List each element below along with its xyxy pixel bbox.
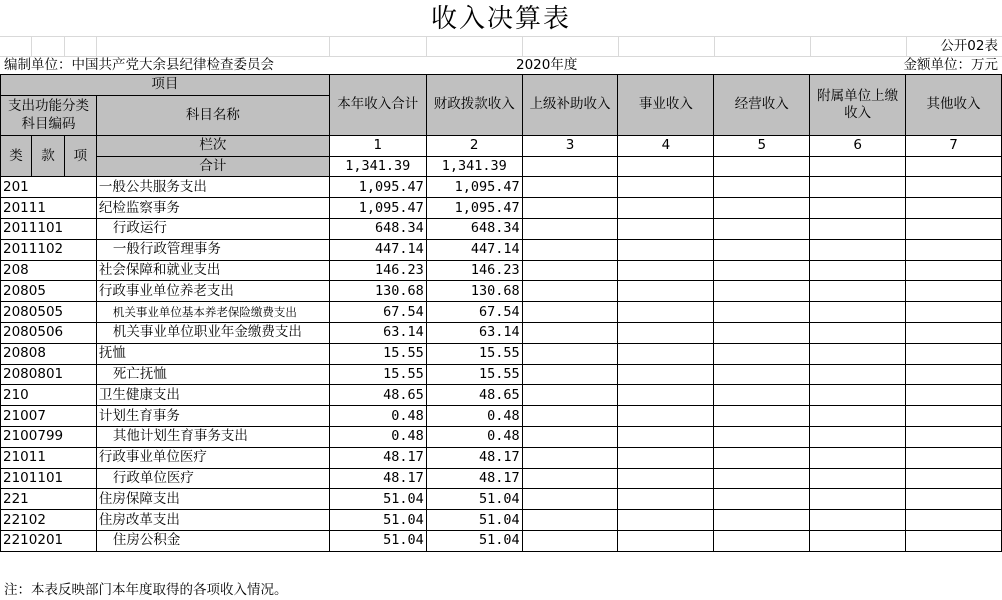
subject-name-cell[interactable]: 卫生健康支出 (96, 385, 329, 406)
other-income-cell[interactable] (906, 530, 1002, 551)
superior-subsidy-cell[interactable] (522, 218, 618, 239)
subject-code-cell[interactable]: 2011101 (1, 218, 97, 239)
page-title: 收入决算表 (430, 4, 571, 34)
superior-subsidy-cell[interactable] (522, 239, 618, 260)
other-income-cell[interactable] (906, 343, 1002, 364)
gridline (906, 36, 907, 56)
subject-name-cell[interactable]: 一般行政管理事务 (96, 239, 329, 260)
header-col-3: 上级补助收入 (522, 75, 618, 136)
subject-code-cell[interactable]: 2101101 (1, 468, 97, 489)
subject-name-cell[interactable]: 抚恤 (96, 343, 329, 364)
subject-name-cell[interactable]: 其他计划生育事务支出 (96, 426, 329, 447)
operating-income-cell[interactable] (714, 281, 810, 302)
table-row[interactable] (1, 260, 1002, 281)
affiliated-unit-cell[interactable] (810, 447, 906, 468)
fiscal-year: 2020年度 (516, 57, 578, 73)
table-cell[interactable] (906, 156, 1002, 177)
business-income-cell[interactable] (618, 426, 714, 447)
income-total-cell[interactable]: 0.48 (329, 426, 426, 447)
table-row[interactable] (1, 530, 1002, 551)
affiliated-unit-cell[interactable] (810, 198, 906, 219)
gridline (64, 36, 65, 56)
subject-code-cell[interactable]: 21007 (1, 406, 97, 427)
fiscal-allocation-cell[interactable]: 51.04 (426, 489, 522, 510)
header-col-1: 本年收入合计 (329, 75, 426, 136)
income-total-cell[interactable]: 1,095.47 (329, 198, 426, 219)
superior-subsidy-cell[interactable] (522, 468, 618, 489)
footnote: 注：本表反映部门本年度取得的各项收入情况。 (4, 582, 288, 598)
other-income-cell[interactable] (906, 510, 1002, 531)
header-lanci: 栏次 (96, 135, 329, 156)
operating-income-cell[interactable] (714, 385, 810, 406)
business-income-cell[interactable] (618, 322, 714, 343)
other-income-cell[interactable] (906, 260, 1002, 281)
business-income-cell[interactable] (618, 489, 714, 510)
total-c1[interactable]: 1,341.39 (329, 156, 426, 177)
superior-subsidy-cell[interactable] (522, 364, 618, 385)
table-row[interactable] (1, 364, 1002, 385)
affiliated-unit-cell[interactable] (810, 177, 906, 198)
gridline (522, 36, 523, 56)
fiscal-allocation-cell[interactable]: 51.04 (426, 530, 522, 551)
subject-code-cell[interactable]: 2011102 (1, 239, 97, 260)
gridline (714, 36, 715, 56)
income-total-cell[interactable]: 63.14 (329, 322, 426, 343)
subject-code-cell[interactable]: 201 (1, 177, 97, 198)
table-row[interactable] (1, 198, 1002, 219)
other-income-cell[interactable] (906, 468, 1002, 489)
fiscal-allocation-cell[interactable]: 63.14 (426, 322, 522, 343)
gridline (329, 36, 330, 56)
col-number-6: 6 (810, 135, 906, 156)
subject-name-cell[interactable]: 行政事业单位养老支出 (96, 281, 329, 302)
other-income-cell[interactable] (906, 385, 1002, 406)
reporting-unit: 编制单位：中国共产党大余县纪律检查委员会 (4, 57, 274, 73)
table-row[interactable] (1, 406, 1002, 427)
col-number-3: 3 (522, 135, 618, 156)
table-code: 公开02表 (940, 38, 998, 54)
business-income-cell[interactable] (618, 302, 714, 323)
superior-subsidy-cell[interactable] (522, 385, 618, 406)
other-income-cell[interactable] (906, 364, 1002, 385)
operating-income-cell[interactable] (714, 322, 810, 343)
fiscal-allocation-cell[interactable]: 1,095.47 (426, 198, 522, 219)
other-income-cell[interactable] (906, 218, 1002, 239)
business-income-cell[interactable] (618, 447, 714, 468)
subject-code-cell[interactable]: 21011 (1, 447, 97, 468)
gridline (96, 36, 97, 56)
gridline (426, 36, 427, 56)
operating-income-cell[interactable] (714, 447, 810, 468)
business-income-cell[interactable] (618, 281, 714, 302)
header-col-6: 附属单位上缴 收入 (810, 75, 906, 136)
affiliated-unit-cell[interactable] (810, 343, 906, 364)
income-total-cell[interactable]: 51.04 (329, 510, 426, 531)
amount-unit: 金额单位：万元 (903, 57, 998, 73)
gridline (31, 36, 32, 56)
operating-income-cell[interactable] (714, 260, 810, 281)
operating-income-cell[interactable] (714, 364, 810, 385)
subject-name-cell[interactable]: 住房改革支出 (96, 510, 329, 531)
business-income-cell[interactable] (618, 198, 714, 219)
table-row[interactable] (1, 302, 1002, 323)
affiliated-unit-cell[interactable] (810, 302, 906, 323)
affiliated-unit-cell[interactable] (810, 218, 906, 239)
table-row[interactable] (1, 489, 1002, 510)
affiliated-unit-cell[interactable] (810, 530, 906, 551)
superior-subsidy-cell[interactable] (522, 322, 618, 343)
other-income-cell[interactable] (906, 177, 1002, 198)
income-total-cell[interactable]: 48.17 (329, 447, 426, 468)
header-subject-name: 科目名称 (96, 95, 329, 135)
subject-name-cell[interactable]: 死亡抚恤 (96, 364, 329, 385)
subject-name-cell[interactable]: 纪检监察事务 (96, 198, 329, 219)
business-income-cell[interactable] (618, 364, 714, 385)
income-total-cell[interactable]: 67.54 (329, 302, 426, 323)
superior-subsidy-cell[interactable] (522, 426, 618, 447)
income-total-cell[interactable]: 15.55 (329, 364, 426, 385)
subject-code-cell[interactable]: 2100799 (1, 426, 97, 447)
superior-subsidy-cell[interactable] (522, 281, 618, 302)
business-income-cell[interactable] (618, 218, 714, 239)
subject-name-cell[interactable]: 行政单位医疗 (96, 468, 329, 489)
subject-name-cell[interactable]: 计划生育事务 (96, 406, 329, 427)
subject-code-cell[interactable]: 22102 (1, 510, 97, 531)
table-row[interactable] (1, 218, 1002, 239)
operating-income-cell[interactable] (714, 198, 810, 219)
col-number-5: 5 (714, 135, 810, 156)
header-lei: 类 (1, 135, 32, 177)
other-income-cell[interactable] (906, 447, 1002, 468)
operating-income-cell[interactable] (714, 177, 810, 198)
business-income-cell[interactable] (618, 239, 714, 260)
fiscal-allocation-cell[interactable]: 1,095.47 (426, 177, 522, 198)
affiliated-unit-cell[interactable] (810, 322, 906, 343)
header-project: 项目 (1, 75, 330, 96)
business-income-cell[interactable] (618, 510, 714, 531)
affiliated-unit-cell[interactable] (810, 406, 906, 427)
fiscal-allocation-cell[interactable]: 48.65 (426, 385, 522, 406)
subject-code-cell[interactable]: 221 (1, 489, 97, 510)
income-total-cell[interactable]: 146.23 (329, 260, 426, 281)
fiscal-allocation-cell[interactable]: 51.04 (426, 510, 522, 531)
col-number-1: 1 (329, 135, 426, 156)
subject-code-cell[interactable]: 2210201 (1, 530, 97, 551)
subject-code-cell[interactable]: 2080506 (1, 322, 97, 343)
superior-subsidy-cell[interactable] (522, 177, 618, 198)
fiscal-allocation-cell[interactable]: 48.17 (426, 447, 522, 468)
other-income-cell[interactable] (906, 302, 1002, 323)
other-income-cell[interactable] (906, 281, 1002, 302)
superior-subsidy-cell[interactable] (522, 198, 618, 219)
subject-code-cell[interactable]: 2080505 (1, 302, 97, 323)
table-row[interactable] (1, 239, 1002, 260)
affiliated-unit-cell[interactable] (810, 364, 906, 385)
subject-name-cell[interactable]: 住房保障支出 (96, 489, 329, 510)
income-total-cell[interactable]: 15.55 (329, 343, 426, 364)
col-number-4: 4 (618, 135, 714, 156)
operating-income-cell[interactable] (714, 239, 810, 260)
income-total-cell[interactable]: 447.14 (329, 239, 426, 260)
operating-income-cell[interactable] (714, 426, 810, 447)
subject-code-cell[interactable]: 20808 (1, 343, 97, 364)
superior-subsidy-cell[interactable] (522, 510, 618, 531)
table-row[interactable] (1, 447, 1002, 468)
affiliated-unit-cell[interactable] (810, 260, 906, 281)
business-income-cell[interactable] (618, 406, 714, 427)
table-row[interactable] (1, 177, 1002, 198)
total-c2[interactable]: 1,341.39 (426, 156, 522, 177)
other-income-cell[interactable] (906, 489, 1002, 510)
affiliated-unit-cell[interactable] (810, 510, 906, 531)
superior-subsidy-cell[interactable] (522, 260, 618, 281)
superior-subsidy-cell[interactable] (522, 447, 618, 468)
operating-income-cell[interactable] (714, 510, 810, 531)
affiliated-unit-cell[interactable] (810, 281, 906, 302)
subject-code-cell[interactable]: 20111 (1, 198, 97, 219)
fiscal-allocation-cell[interactable]: 0.48 (426, 406, 522, 427)
table-row[interactable] (1, 385, 1002, 406)
operating-income-cell[interactable] (714, 343, 810, 364)
business-income-cell[interactable] (618, 260, 714, 281)
subject-code-cell[interactable]: 210 (1, 385, 97, 406)
income-total-cell[interactable]: 130.68 (329, 281, 426, 302)
income-total-cell[interactable]: 648.34 (329, 218, 426, 239)
operating-income-cell[interactable] (714, 302, 810, 323)
subject-code-cell[interactable]: 208 (1, 260, 97, 281)
table-row[interactable] (1, 510, 1002, 531)
header-col-5: 经营收入 (714, 75, 810, 136)
gridline (618, 36, 619, 56)
income-total-cell[interactable]: 1,095.47 (329, 177, 426, 198)
income-total-cell[interactable]: 51.04 (329, 530, 426, 551)
fiscal-allocation-cell[interactable]: 447.14 (426, 239, 522, 260)
fiscal-allocation-cell[interactable]: 15.55 (426, 364, 522, 385)
other-income-cell[interactable] (906, 239, 1002, 260)
subject-name-cell[interactable]: 一般公共服务支出 (96, 177, 329, 198)
subject-name-cell[interactable]: 机关事业单位基本养老保险缴费支出 (96, 302, 329, 323)
table-row[interactable] (1, 426, 1002, 447)
table-cell[interactable] (522, 156, 618, 177)
superior-subsidy-cell[interactable] (522, 343, 618, 364)
fiscal-allocation-cell[interactable]: 15.55 (426, 343, 522, 364)
other-income-cell[interactable] (906, 426, 1002, 447)
operating-income-cell[interactable] (714, 406, 810, 427)
table-cell[interactable] (714, 156, 810, 177)
operating-income-cell[interactable] (714, 530, 810, 551)
fiscal-allocation-cell[interactable]: 130.68 (426, 281, 522, 302)
subject-name-cell[interactable]: 社会保障和就业支出 (96, 260, 329, 281)
fiscal-allocation-cell[interactable]: 146.23 (426, 260, 522, 281)
table-row[interactable] (1, 343, 1002, 364)
income-table (0, 74, 1002, 552)
table-row[interactable] (1, 468, 1002, 489)
fiscal-allocation-cell[interactable]: 648.34 (426, 218, 522, 239)
other-income-cell[interactable] (906, 198, 1002, 219)
gridline (0, 36, 1002, 37)
subject-code-cell[interactable]: 2080801 (1, 364, 97, 385)
header-col-7: 其他收入 (906, 75, 1002, 136)
income-total-cell[interactable]: 0.48 (329, 406, 426, 427)
col-number-2: 2 (426, 135, 522, 156)
affiliated-unit-cell[interactable] (810, 239, 906, 260)
operating-income-cell[interactable] (714, 489, 810, 510)
fiscal-allocation-cell[interactable]: 0.48 (426, 426, 522, 447)
subject-name-cell[interactable]: 机关事业单位职业年金缴费支出 (96, 322, 329, 343)
table-row[interactable] (1, 322, 1002, 343)
total-label: 合计 (96, 156, 329, 177)
affiliated-unit-cell[interactable] (810, 489, 906, 510)
affiliated-unit-cell[interactable] (810, 426, 906, 447)
business-income-cell[interactable] (618, 343, 714, 364)
income-total-cell[interactable]: 51.04 (329, 489, 426, 510)
operating-income-cell[interactable] (714, 218, 810, 239)
business-income-cell[interactable] (618, 468, 714, 489)
header-col-4: 事业收入 (618, 75, 714, 136)
header-col-2: 财政拨款收入 (426, 75, 522, 136)
header-kuan: 款 (31, 135, 64, 177)
affiliated-unit-cell[interactable] (810, 468, 906, 489)
superior-subsidy-cell[interactable] (522, 302, 618, 323)
income-total-cell[interactable]: 48.17 (329, 468, 426, 489)
business-income-cell[interactable] (618, 177, 714, 198)
fiscal-allocation-cell[interactable]: 48.17 (426, 468, 522, 489)
subject-name-cell[interactable]: 行政事业单位医疗 (96, 447, 329, 468)
header-xiang: 项 (64, 135, 96, 177)
operating-income-cell[interactable] (714, 468, 810, 489)
superior-subsidy-cell[interactable] (522, 530, 618, 551)
col-number-7: 7 (906, 135, 1002, 156)
affiliated-unit-cell[interactable] (810, 385, 906, 406)
other-income-cell[interactable] (906, 322, 1002, 343)
business-income-cell[interactable] (618, 530, 714, 551)
income-total-cell[interactable]: 48.65 (329, 385, 426, 406)
business-income-cell[interactable] (618, 385, 714, 406)
gridline (810, 36, 811, 56)
table-cell[interactable] (810, 156, 906, 177)
fiscal-allocation-cell[interactable]: 67.54 (426, 302, 522, 323)
header-func-code: 支出功能分类 科目编码 (1, 95, 97, 135)
subject-name-cell[interactable]: 住房公积金 (96, 530, 329, 551)
superior-subsidy-cell[interactable] (522, 489, 618, 510)
subject-code-cell[interactable]: 20805 (1, 281, 97, 302)
superior-subsidy-cell[interactable] (522, 406, 618, 427)
table-cell[interactable] (618, 156, 714, 177)
other-income-cell[interactable] (906, 406, 1002, 427)
subject-name-cell[interactable]: 行政运行 (96, 218, 329, 239)
table-row[interactable] (1, 281, 1002, 302)
